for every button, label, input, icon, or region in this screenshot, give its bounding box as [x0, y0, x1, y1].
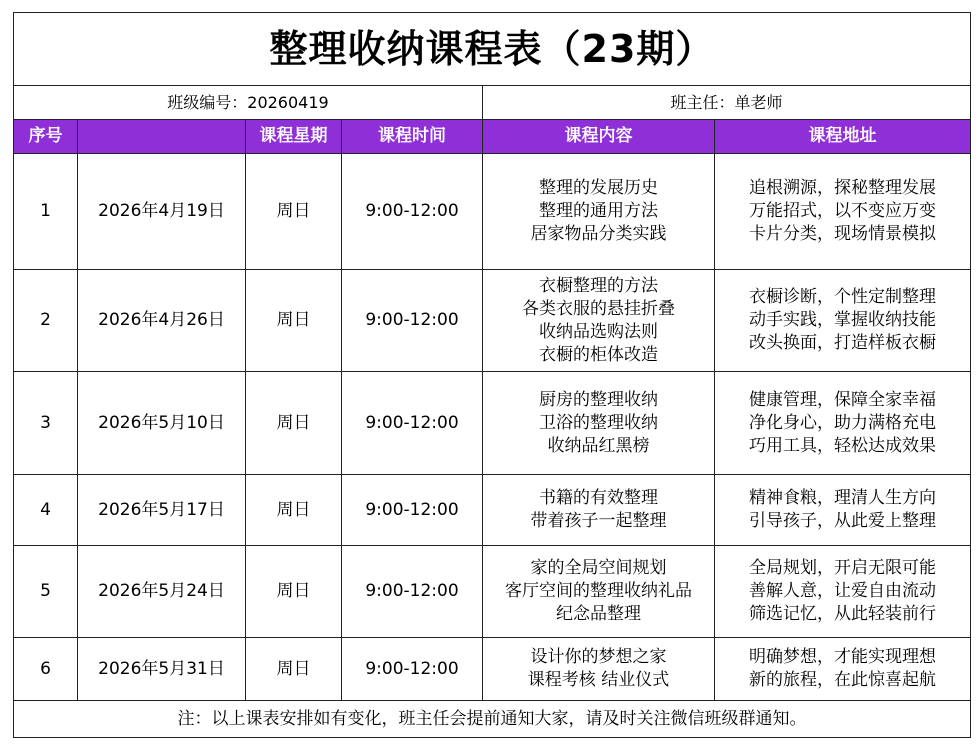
content-line: 带着孩子一起整理	[530, 511, 667, 531]
address-line: 卡片分类，现场情景模拟	[749, 224, 936, 244]
content-line: 书籍的有效整理	[539, 488, 658, 508]
table-row	[14, 475, 971, 546]
row-content	[483, 154, 715, 270]
header-number: 序号	[14, 120, 78, 154]
address-line: 动手实践，掌握收纳技能	[749, 310, 936, 330]
content-line: 卫浴的整理收纳	[539, 412, 658, 433]
row-number: 6	[14, 638, 78, 701]
note-row	[14, 701, 971, 738]
row-address	[715, 270, 971, 372]
header-content: 课程内容	[483, 120, 715, 154]
address-line: 健康管理，保障全家幸福	[749, 389, 936, 410]
table-row	[14, 372, 971, 475]
address-line: 筛选记忆，从此轻装前行	[749, 604, 936, 624]
address-line: 精神食粮，理清人生方向	[749, 488, 936, 508]
content-line: 厨房的整理收纳	[539, 389, 658, 410]
content-line: 衣橱整理的方法	[539, 275, 658, 296]
page-title: 整理收纳课程表（23期）	[14, 13, 971, 86]
schedule-table	[13, 12, 971, 738]
row-date: 2026年5月10日	[78, 372, 246, 475]
content-line: 设计你的梦想之家	[530, 647, 667, 667]
table-row	[14, 154, 971, 270]
address-line: 全局规划，开启无限可能	[749, 558, 936, 578]
content-line: 客厅空间的整理收纳礼品	[505, 581, 692, 601]
header-row	[14, 120, 971, 154]
address-line: 巧用工具，轻松达成效果	[749, 435, 936, 456]
row-address	[715, 372, 971, 475]
row-time: 9:00-12:00	[342, 270, 483, 372]
address-line: 净化身心，助力满格充电	[749, 412, 936, 433]
row-number: 2	[14, 270, 78, 372]
class-number: 班级编号：20260419	[14, 86, 483, 120]
address-line: 改头换面，打造样板衣橱	[749, 333, 936, 353]
row-weekday: 周日	[246, 475, 342, 546]
row-number: 5	[14, 546, 78, 638]
header-date	[78, 120, 246, 154]
row-content	[483, 372, 715, 475]
content-line: 收纳品选购法则	[539, 321, 658, 342]
address-line: 衣橱诊断，个性定制整理	[749, 287, 936, 307]
address-line: 新的旅程，在此惊喜起航	[749, 670, 936, 690]
table-row	[14, 638, 971, 701]
content-line: 整理的发展历史	[539, 178, 658, 198]
row-date: 2026年4月26日	[78, 270, 246, 372]
row-content	[483, 475, 715, 546]
content-line: 各类衣服的悬挂折叠	[522, 298, 675, 319]
row-number: 1	[14, 154, 78, 270]
address-line: 善解人意，让爱自由流动	[749, 581, 936, 601]
row-time: 9:00-12:00	[342, 372, 483, 475]
content-line: 家的全局空间规划	[530, 558, 667, 578]
row-time: 9:00-12:00	[342, 638, 483, 701]
row-date: 2026年5月24日	[78, 546, 246, 638]
course-schedule-sheet	[13, 12, 971, 738]
title-row	[14, 13, 971, 86]
row-address	[715, 638, 971, 701]
row-time: 9:00-12:00	[342, 154, 483, 270]
row-date: 2026年5月31日	[78, 638, 246, 701]
row-content	[483, 270, 715, 372]
row-time: 9:00-12:00	[342, 546, 483, 638]
header-time: 课程时间	[342, 120, 483, 154]
class-info-row	[14, 86, 971, 120]
table-row	[14, 546, 971, 638]
address-line: 追根溯源，探秘整理发展	[749, 178, 936, 198]
schedule-note: 注：以上课表安排如有变化，班主任会提前通知大家，请及时关注微信班级群通知。	[14, 701, 971, 738]
header-weekday: 课程星期	[246, 120, 342, 154]
row-weekday: 周日	[246, 638, 342, 701]
address-line: 引导孩子，从此爱上整理	[749, 511, 936, 531]
content-line: 课程考核 结业仪式	[527, 670, 670, 690]
row-date: 2026年5月17日	[78, 475, 246, 546]
table-row	[14, 270, 971, 372]
content-line: 整理的通用方法	[539, 201, 658, 221]
row-address	[715, 154, 971, 270]
row-content	[483, 546, 715, 638]
row-content	[483, 638, 715, 701]
row-weekday: 周日	[246, 154, 342, 270]
row-time: 9:00-12:00	[342, 475, 483, 546]
address-line: 万能招式，以不变应万变	[749, 201, 936, 221]
row-address	[715, 546, 971, 638]
row-number: 4	[14, 475, 78, 546]
content-line: 收纳品红黑榜	[547, 435, 650, 456]
header-address: 课程地址	[715, 120, 971, 154]
address-line: 明确梦想，才能实现理想	[749, 647, 936, 667]
row-date: 2026年4月19日	[78, 154, 246, 270]
content-line: 居家物品分类实践	[530, 224, 667, 244]
content-line: 衣橱的柜体改造	[539, 344, 658, 365]
class-teacher: 班主任：单老师	[483, 86, 971, 120]
row-address	[715, 475, 971, 546]
row-number: 3	[14, 372, 78, 475]
row-weekday: 周日	[246, 270, 342, 372]
content-line: 纪念品整理	[556, 604, 641, 624]
row-weekday: 周日	[246, 546, 342, 638]
row-weekday: 周日	[246, 372, 342, 475]
